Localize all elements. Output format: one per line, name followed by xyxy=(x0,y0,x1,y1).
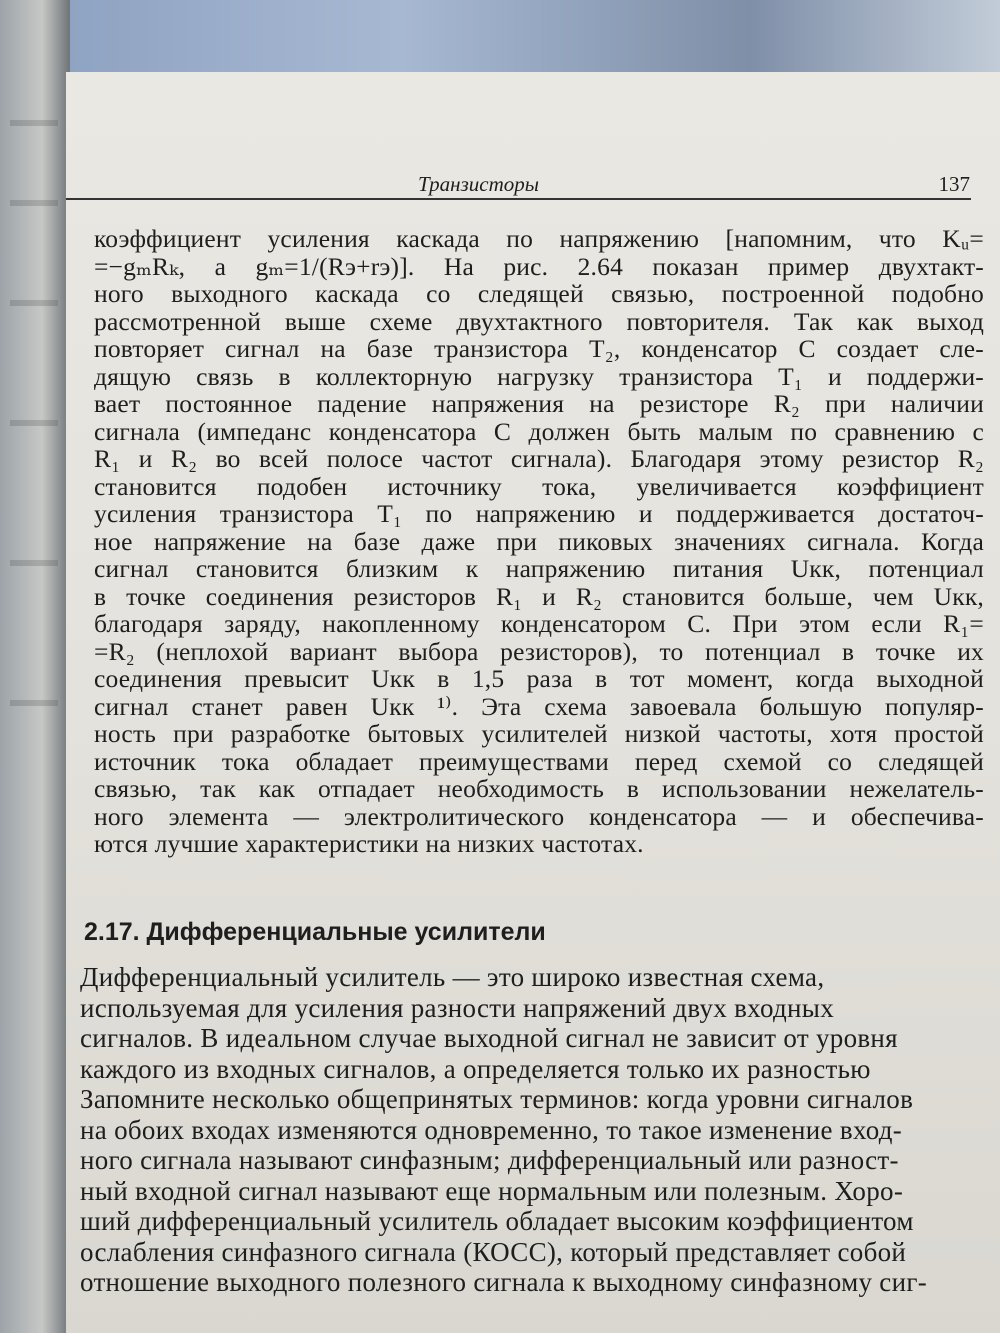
text-line: ного выходного каскада со следящей связью, построенной подобно xyxy=(94,279,984,308)
body-paragraph xyxy=(94,225,984,858)
text-line: ность при разработке бытовых усилителей низкой частоты, хотя простой xyxy=(94,719,984,748)
text-line: сигнал становится близким к напряжению питания Uкк, потенциал xyxy=(94,554,984,583)
ghost-text-line xyxy=(10,560,58,566)
text-line: вает постоянное падение напряжения на резисторе R₂ при наличии xyxy=(94,389,984,418)
text-line: источник тока обладает преимуществами перед схемой со следящей xyxy=(94,746,984,776)
text-line: отношение выходного полезного сигнала к выходному синфазному сиг- xyxy=(80,1267,928,1297)
text-line: становится подобен источнику тока, увеличивается коэффициент xyxy=(94,471,984,501)
chapter-title: Транзисторы xyxy=(418,172,539,196)
text-line: =R₂ (неплохой вариант выбора резисторов), то потенциал в точке их xyxy=(94,636,984,666)
text-line: ный входной сигнал называют еще нормальным или полезным. Хоро- xyxy=(80,1175,904,1206)
section-paragraph xyxy=(80,962,1000,1298)
book-page xyxy=(66,72,1000,1333)
ghost-text-line xyxy=(10,300,58,306)
text-line: рассмотренной выше схеме двухтактного повторителя. Так как выход xyxy=(94,306,984,336)
text-line: Дифференциальный усилитель — это широко известная схема, xyxy=(80,962,825,992)
page-number: 137 xyxy=(938,172,970,196)
adjacent-book-page xyxy=(0,0,70,1333)
text-line: каждого из входных сигналов, а определяется только их разностью xyxy=(80,1053,871,1084)
text-line: ного элемента — электролитического конденсатора — и обеспечива- xyxy=(94,801,984,831)
header-rule xyxy=(66,198,971,200)
text-line: используемая для усиления разности напряжений двух входных xyxy=(80,992,834,1023)
text-line: повторяет сигнал на базе транзистора T₂, конденсатор C создает сле- xyxy=(94,334,984,363)
ghost-text-line xyxy=(10,420,58,426)
text-line: благодаря заряду, накопленному конденсатором C. При этом если R₁= xyxy=(94,609,984,638)
text-line: сигнал станет равен Uкк ¹⁾. Эта схема завоевала большую популяр- xyxy=(94,691,984,721)
text-line: дящую связь в коллекторную нагрузку транзистора T₁ и поддержи- xyxy=(94,361,984,391)
text-line: Запомните несколько общепринятых терминов: когда уровни сигналов xyxy=(80,1084,914,1114)
text-line: соединения превысит Uкк в 1,5 раза в тот момент, когда выходной xyxy=(94,664,984,693)
text-line: коэффициент усиления каскада по напряжению [напомним, что Kᵤ= xyxy=(94,224,984,253)
ghost-text-line xyxy=(10,120,58,126)
text-line: ного сигнала называют синфазным; дифференциальный или разност- xyxy=(80,1145,899,1175)
text-line: усиления транзистора T₁ по напряжению и поддерживается достаточ- xyxy=(94,499,984,528)
text-line: ший дифференциальный усилитель обладает высоким коэффициентом xyxy=(80,1206,914,1236)
text-line: ное напряжение на базе даже при пиковых значениях сигнала. Когда xyxy=(94,526,984,556)
text-line: ослабления синфазного сигнала (КОСС), который представляет собой xyxy=(80,1236,907,1267)
text-line: ются лучшие характеристики на низких частотах. xyxy=(94,829,644,858)
text-line: R₁ и R₂ во всей полосе частот сигнала). Благодаря этому резистор R₂ xyxy=(94,444,984,473)
text-line: в точке соединения резисторов R₁ и R₂ становится больше, чем Uкк, xyxy=(94,581,984,611)
text-line: сигнала (импеданс конденсатора C должен быть малым по сравнению с xyxy=(94,416,984,446)
text-line: =−gₘRₖ, а gₘ=1/(Rэ+rэ)]. На рис. 2.64 показан пример двухтакт- xyxy=(94,251,984,281)
text-line: сигналов. В идеальном случае выходной сигнал не зависит от уровня xyxy=(80,1023,898,1053)
ghost-text-line xyxy=(10,200,58,206)
section-heading: 2.17. Дифференциальные усилители xyxy=(84,918,546,946)
text-line: на обоих входах изменяются одновременно, то такое изменение вход- xyxy=(80,1114,903,1145)
ghost-text-line xyxy=(10,700,58,706)
text-line: связью, так как отпадает необходимость в использовании нежелатель- xyxy=(94,774,984,803)
